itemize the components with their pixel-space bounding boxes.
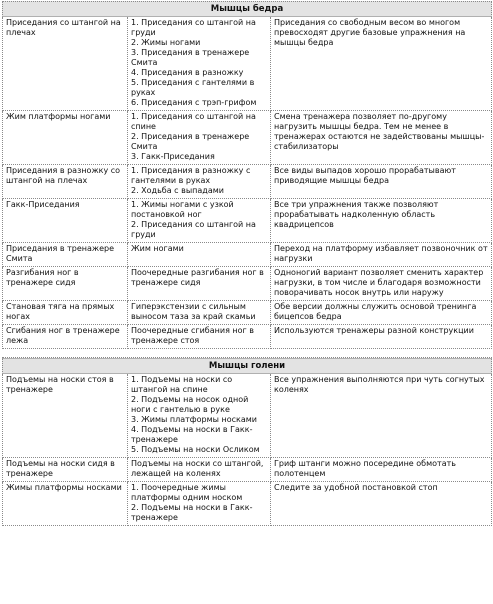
alternative-item: 5. Подъемы на носки Осликом <box>131 445 260 454</box>
table-row <box>2 17 492 111</box>
notes-cell: Гриф штанги можно посередине обмотать полотенцем <box>271 458 492 482</box>
alternative-item: 1. Жимы ногами с узкой постановкой ног <box>131 200 234 219</box>
section-title: Мышцы бедра <box>2 1 492 17</box>
alternative-item: Поочередные разгибания ног в тренажере сидя <box>131 268 264 287</box>
exercise-cell: Жим платформы ногами <box>2 111 128 165</box>
exercise-cell: Подъемы на носки стоя в тренажере <box>2 374 128 458</box>
table-row <box>2 111 492 165</box>
alternative-item: Поочередные сгибания ног в тренажере стоя <box>131 326 255 345</box>
notes-cell: Переход на платформу избавляет позвоночник от нагрузки <box>271 243 492 267</box>
alternative-item: 2. Ходьба с выпадами <box>131 186 224 195</box>
alternative-item: 1. Приседания со штангой на груди <box>131 18 256 37</box>
alternatives-cell <box>128 199 271 243</box>
notes-cell: Обе версии должны служить основой тренинга бицепсов бедра <box>271 301 492 325</box>
alternatives-cell <box>128 325 271 349</box>
alternative-item: 3. Гакк-Приседания <box>131 152 215 161</box>
alternative-item: 2. Подъемы на носок одной ноги с гантелью в руке <box>131 395 249 414</box>
notes-cell: Используются тренажеры разной конструкции <box>271 325 492 349</box>
notes-cell: Все виды выпадов хорошо прорабатывают приводящие мышцы бедра <box>271 165 492 199</box>
exercise-cell: Приседания в тренажере Смита <box>2 243 128 267</box>
alternatives-cell <box>128 458 271 482</box>
notes-cell: Смена тренажера позволяет по-другому нагрузить мышцы бедра. Тем не менее в тренажерах остаются не задействованы мышцы-стабилизаторы <box>271 111 492 165</box>
alternatives-cell <box>128 267 271 301</box>
alternative-item: 1. Подъемы на носки со штангой на спине <box>131 375 233 394</box>
alternative-item: 2. Приседания в тренажере Смита <box>131 132 250 151</box>
alternative-item: 1. Приседания со штангой на спине <box>131 112 256 131</box>
table-row <box>2 325 492 349</box>
notes-cell: Все три упражнения также позволяют прорабатывать надколенную область квадрицепсов <box>271 199 492 243</box>
exercise-cell: Подъемы на носки сидя в тренажере <box>2 458 128 482</box>
section-header-row <box>2 358 492 374</box>
section-header-row <box>2 1 492 17</box>
section-title: Мышцы голени <box>2 358 492 374</box>
alternative-item: 3. Приседания в тренажере Смита <box>131 48 250 67</box>
alternative-item: 4. Подъемы на носки в Гакк-тренажере <box>131 425 253 444</box>
table-row <box>2 458 492 482</box>
table-row <box>2 374 492 458</box>
alternatives-cell <box>128 17 271 111</box>
alternatives-cell <box>128 165 271 199</box>
alternatives-cell <box>128 243 271 267</box>
alternative-item: 6. Приседания с трэп-грифом <box>131 98 257 107</box>
alternatives-cell <box>128 111 271 165</box>
table-row <box>2 243 492 267</box>
exercise-cell: Приседания в разножку со штангой на плечах <box>2 165 128 199</box>
alternative-item: 2. Приседания со штангой на груди <box>131 220 256 239</box>
alternatives-cell <box>128 482 271 526</box>
table-row <box>2 301 492 325</box>
alternative-item: 5. Приседания с гантелями в руках <box>131 78 255 97</box>
notes-cell: Приседания со свободным весом во многом превосходят другие базовые упражнения на мышцы бедра <box>271 17 492 111</box>
exercise-cell: Гакк-Приседания <box>2 199 128 243</box>
exercise-cell: Становая тяга на прямых ногах <box>2 301 128 325</box>
notes-cell: Следите за удобной постановкой стоп <box>271 482 492 526</box>
exercise-cell: Сгибания ног в тренажере лежа <box>2 325 128 349</box>
exercise-cell: Разгибания ног в тренажере сидя <box>2 267 128 301</box>
notes-cell: Все упражнения выполняются при чуть согнутых коленях <box>271 374 492 458</box>
table-row <box>2 482 492 526</box>
alternative-item: Подъемы на носки со штангой, лежащей на коленях <box>131 459 264 478</box>
alternative-item: 2. Жимы ногами <box>131 38 201 47</box>
alternative-item: 3. Жимы платформы носками <box>131 415 257 424</box>
notes-cell: Одноногий вариант позволяет сменить характер нагрузки, в том числе и благодаря возможности поворачивать носок внутрь или наружу <box>271 267 492 301</box>
exercise-table <box>2 1 492 526</box>
alternative-item: Жим ногами <box>131 244 184 253</box>
alternative-item: 1. Приседания в разножку с гантелями в руках <box>131 166 251 185</box>
alternative-item: 2. Подъемы на носки в Гакк-тренажере <box>131 503 253 522</box>
alternatives-cell <box>128 374 271 458</box>
alternative-item: 4. Приседания в разножку <box>131 68 244 77</box>
exercise-cell: Жимы платформы носками <box>2 482 128 526</box>
section-gap <box>2 349 492 358</box>
alternative-item: Гиперэкстензии с сильным выносом таза за край скамьи <box>131 302 256 321</box>
alternative-item: 1. Поочередные жимы платформы одним носком <box>131 483 243 502</box>
exercise-cell: Приседания со штангой на плечах <box>2 17 128 111</box>
alternatives-cell <box>128 301 271 325</box>
table-row <box>2 165 492 199</box>
table-row <box>2 267 492 301</box>
table-row <box>2 199 492 243</box>
